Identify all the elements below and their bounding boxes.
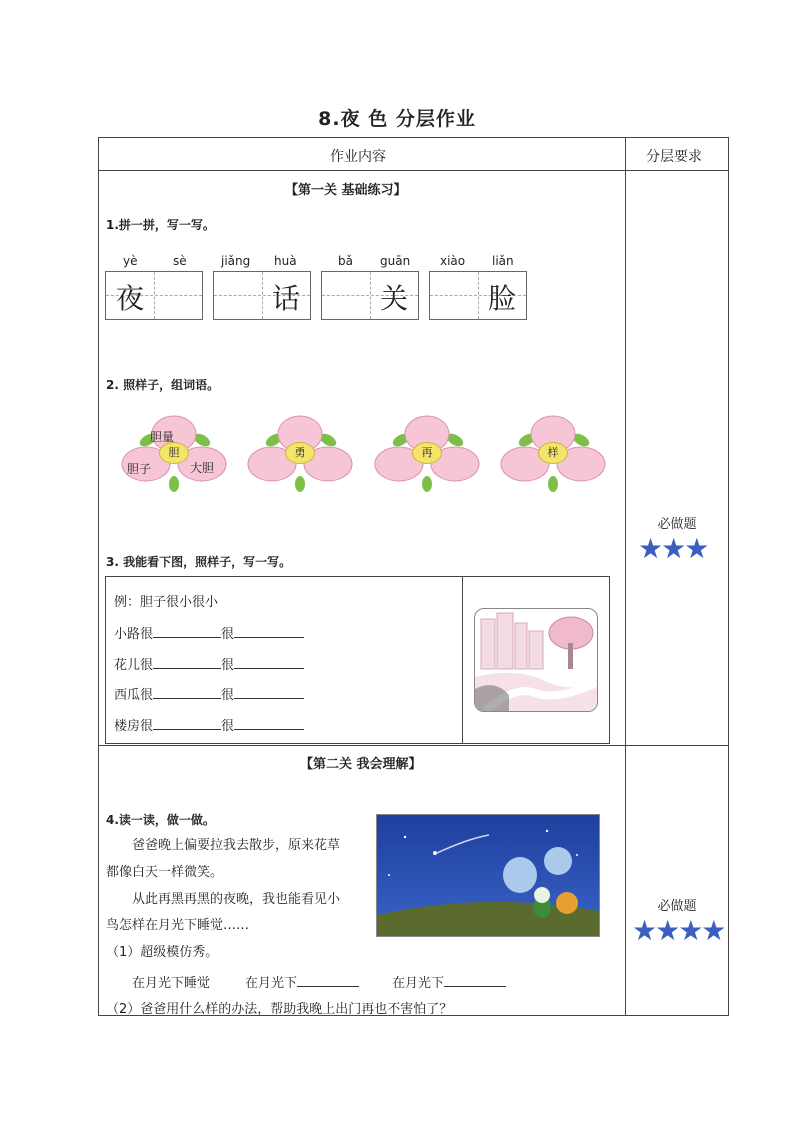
answer-subject: 花儿很: [114, 658, 154, 673]
blank[interactable]: [234, 655, 304, 669]
header-level: 分层要求: [646, 149, 702, 165]
example-word: 大胆: [190, 461, 215, 475]
blank[interactable]: [153, 716, 221, 730]
passage-line: 鸟怎样在月光下睡觉……: [106, 918, 250, 933]
answer-line: [114, 623, 304, 642]
imitation-prefix: 在月光下: [245, 976, 298, 991]
answer-mid: 很: [221, 719, 235, 734]
example-word: 胆量: [150, 430, 175, 444]
requirement-label: 必做题: [657, 899, 697, 914]
answer-mid: 很: [221, 658, 235, 673]
passage-line: 都像白天一样微笑。: [106, 865, 224, 880]
answer-subject: 小路很: [114, 627, 154, 642]
flower-icon: [371, 414, 483, 492]
flower-icon: [244, 414, 356, 492]
pinyin: sè: [173, 254, 187, 268]
blank[interactable]: [234, 624, 304, 638]
flower-center: 再: [412, 442, 442, 464]
q2-prompt: 2. 照样子，组词语。: [106, 378, 220, 392]
blank[interactable]: [153, 624, 221, 638]
difficulty-stars: ★★★★: [632, 914, 725, 947]
q3-prompt: 3. 我能看下图，照样子，写一写。: [106, 555, 292, 569]
answer-line: [114, 654, 304, 673]
q4-prompt: 4.读一读，做一做。: [106, 813, 215, 827]
column-divider: [625, 137, 626, 1016]
section2-heading: 【第二关 我会理解】: [300, 757, 422, 772]
answer-mid: 很: [221, 627, 235, 642]
flower-center: 胆: [159, 442, 189, 464]
flower-icon: [497, 414, 609, 492]
example-sentence: 例：胆子很小很小: [114, 595, 219, 610]
grid-char: 关: [379, 282, 408, 315]
header-content: 作业内容: [330, 149, 386, 165]
grid-char: 脸: [487, 282, 516, 315]
pinyin: guān: [380, 254, 411, 268]
writing-grid[interactable]: [321, 271, 419, 320]
requirement-label: 必做题: [657, 517, 697, 532]
answer-subject: 西瓜很: [114, 688, 154, 703]
pinyin: jiǎng: [221, 254, 251, 268]
q1-prompt: 1.拼一拼，写一写。: [106, 218, 215, 232]
answer-line: [114, 715, 304, 734]
blank[interactable]: [153, 655, 221, 669]
passage-line: 从此再黑再黑的夜晚，我也能看见小: [132, 892, 341, 907]
grid-char: 话: [271, 282, 300, 315]
imitation-example: 在月光下睡觉: [132, 976, 211, 991]
page-title: 8.夜 色 分层作业: [318, 108, 476, 130]
pinyin: bǎ: [338, 254, 353, 268]
blank[interactable]: [153, 685, 221, 699]
imitation-line: [392, 972, 506, 991]
blank[interactable]: [297, 973, 359, 987]
imitation-line: [245, 972, 359, 991]
passage-line: 爸爸晚上偏要拉我去散步，原来花草: [132, 838, 341, 853]
answer-mid: 很: [221, 688, 235, 703]
pinyin: liǎn: [492, 254, 514, 268]
example-word: 胆子: [127, 462, 152, 476]
q4-sub1: （1）超级模仿秀。: [106, 945, 219, 960]
section1-heading: 【第一关 基础练习】: [285, 183, 407, 198]
header-divider: [98, 170, 729, 171]
writing-grid[interactable]: [429, 271, 527, 320]
pinyin: xiào: [440, 254, 466, 268]
night-scene-picture: [376, 814, 600, 937]
flower-center: 样: [538, 442, 568, 464]
q4-sub2: （2）爸爸用什么样的办法，帮助我晚上出门再也不害怕了？: [106, 1002, 453, 1017]
section-divider: [98, 745, 729, 746]
difficulty-stars: ★★★: [638, 532, 708, 565]
q3-divider: [462, 576, 463, 744]
flower-icon: [118, 414, 230, 492]
pinyin: yè: [123, 254, 138, 268]
pinyin: huà: [274, 254, 297, 268]
writing-grid[interactable]: [213, 271, 311, 320]
writing-grid[interactable]: [105, 271, 203, 320]
answer-line: [114, 684, 304, 703]
answer-subject: 楼房很: [114, 719, 154, 734]
grid-char: 夜: [115, 282, 144, 315]
flower-center: 勇: [285, 442, 315, 464]
blank[interactable]: [234, 716, 304, 730]
city-picture: [474, 608, 598, 712]
imitation-prefix: 在月光下: [392, 976, 445, 991]
blank[interactable]: [444, 973, 506, 987]
blank[interactable]: [234, 685, 304, 699]
